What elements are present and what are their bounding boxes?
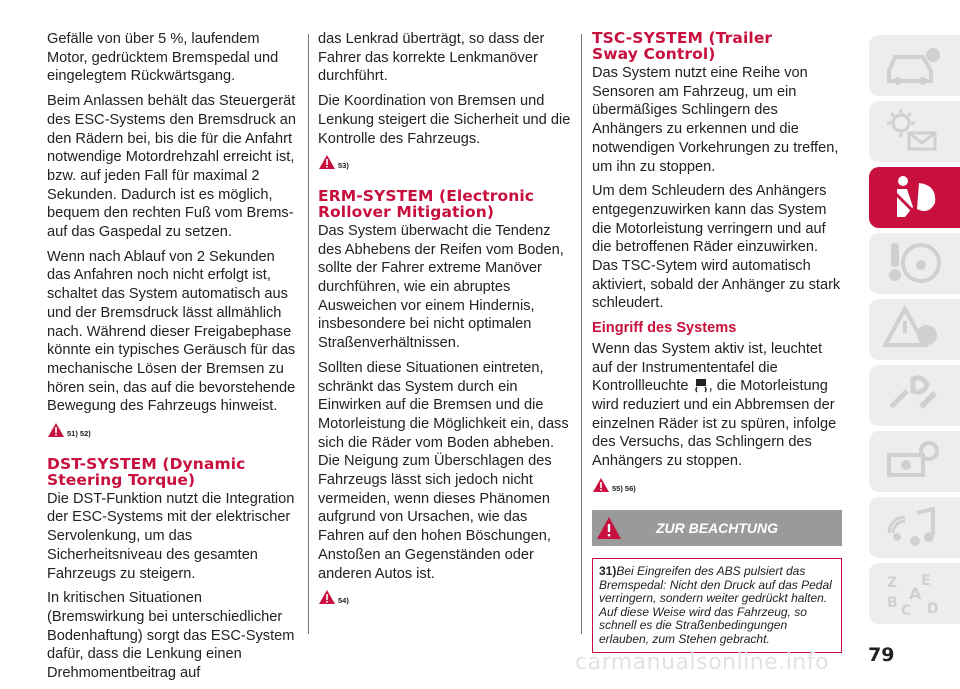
tab-car-info[interactable] (869, 35, 960, 96)
warning-reference (318, 589, 572, 611)
car-info-icon (883, 41, 943, 89)
column-divider (308, 34, 309, 634)
esc-warning-light-icon (693, 377, 709, 394)
paragraph: Das System überwacht die Tendenz des Abhebens der Reifen vom Boden, sollte der Fahrer extreme Manöver durchführen, wie ein abruptes Ausweichen vor einem Hindernis, insbesondere bei nicht optimalen Straßenverhältnissen. (318, 222, 564, 352)
paragraph: Die Koordination von Bremsen und Lenkung steigert die Sicherheit und die Kontrolle des Fahrzeugs. (318, 93, 571, 147)
svg-text:Z: Z (887, 575, 898, 591)
note-header (592, 510, 842, 546)
paragraph: Gefälle von über 5 %, laufendem Motor, gedrücktem Bremspedal und eingelegtem Rückwärtsgang. (47, 31, 279, 85)
watermark: carmanualsonline.info (575, 650, 829, 675)
warning-reference (592, 477, 842, 499)
warning-ref-text: 54) (338, 596, 349, 606)
paragraph: Wenn nach Ablauf von 2 Sekunden das Anfahren noch nicht erfolgt ist, schaltet das System automatisch aus und der Bremsdruck lässt allmählich nach. Während dieser Freigabephase könnte ein typisches Geräusch für das mechanische Lösen der Bremsen zu hören sein, das auf die bevorstehende Bewegung des Fahrzeugs hinweist. (47, 248, 296, 415)
tab-maintenance[interactable] (869, 365, 960, 426)
section-title-tsc: TSC-SYSTEM (Trailer Sway Control) (592, 29, 773, 63)
paragraph: Das System nutzt eine Reihe von Sensoren am Fahrzeug, um ein übermäßiges Schlingern des Anhängers zu erkennen und die notwendigen Vorkehrungen zu treffen, um ihn zu stoppen. (592, 65, 839, 175)
column-divider (581, 34, 582, 634)
warning-ref-text: 53) (338, 161, 349, 171)
multimedia-icon (883, 503, 943, 551)
starting-driving-icon (883, 239, 943, 287)
section-title-erm: ERM-SYSTEM (Electronic Rollover Mitigation) (318, 186, 535, 221)
warning-triangle-icon (318, 154, 336, 170)
column-3 (592, 30, 842, 653)
emergency-icon (883, 305, 943, 353)
column-1 (47, 30, 299, 689)
note-text: Bei Eingreifen des ABS pulsiert das Bremspedal: Nicht den Druck auf das Pedal verringern, sondern weiter gedrückt halten. Auf diese Weise wird das Fahrzeug, so schnell es die Straßenbedingungen erlauben, zum Stehen gebracht. (599, 564, 832, 646)
svg-text:B: B (887, 595, 898, 611)
paragraph: In kritischen Situationen (Bremswirkung bei unterschiedlicher Bodenhaftung) sorgt das ESC-System dafür, dass die Lenkung einen Drehmomentbeitrag auf (47, 590, 295, 682)
svg-text:D: D (927, 601, 939, 617)
page-number: 79 (868, 644, 895, 666)
paragraph: Die DST-Funktion nutzt die Integration der ESC-Systems mit der elektrischer Servolenkung, um das Sicherheitsniveau des gesamten Fahrzeugs zu steigern. (47, 490, 295, 582)
svg-text:C: C (901, 603, 912, 617)
warning-triangle-icon (596, 516, 622, 540)
paragraph: Beim Anlassen behält das Steuergerät des ESC-Systems den Bremsdruck an den Rädern bei, bis die für die Anfahrt notwendige Motordrehzahl erreicht ist, bzw. auf jeden Fall für maximal 2 Sekunden. Dadurch ist es möglich, bequem den rechten Fuß vom Brems- auf das Gaspedal zu setzen. (47, 93, 296, 241)
svg-text:E: E (921, 573, 931, 589)
warning-triangle-icon (592, 477, 610, 493)
warning-triangle-icon (47, 422, 65, 438)
tab-technical-data[interactable] (869, 431, 960, 492)
subsection-title: Eingriff des Systems (592, 320, 737, 337)
warning-triangle-icon (318, 589, 336, 605)
section-title-dst: DST-SYSTEM (Dynamic Steering Torque) (47, 454, 246, 489)
safety-airbag-icon (883, 173, 943, 221)
tab-starting-driving[interactable] (869, 233, 960, 294)
paragraph: Sollten diese Situationen eintreten, schränkt das System durch ein Einwirken auf die Bremsen und die Motorleistung die Möglichkeit ein, dass sich die Räder vom Boden abheben. Die Neigung zum Überschlagen des Fahrzeugs lässt sich jedoch nicht vermeiden, wenn dieses Phänomen aufgrund von Ursachen, wie das Fahren auf den hohen Böschungen, Anstoßen an Gegenständen oder anderen Autos ist. (318, 359, 569, 582)
tab-multimedia[interactable] (869, 497, 960, 558)
note-box (592, 558, 842, 652)
warning-ref-text: 55) 56) (612, 483, 636, 493)
maintenance-icon (883, 371, 943, 419)
tab-warning-lights[interactable] (869, 101, 960, 162)
warning-reference (47, 422, 299, 444)
note-number: 31) (599, 564, 617, 579)
note-header-label: ZUR BEACHTUNG (655, 520, 779, 537)
index-icon (883, 569, 943, 617)
tab-emergency[interactable] (869, 299, 960, 360)
svg-text:A: A (909, 584, 922, 603)
column-2 (318, 30, 572, 623)
warning-ref-text: 51) 52) (67, 429, 91, 439)
tab-safety[interactable] (869, 167, 960, 228)
paragraph: das Lenkrad überträgt, so dass der Fahrer das korrekte Lenkmanöver durchführt. (318, 31, 545, 85)
paragraph: Um dem Schleudern des Anhängers entgegenzuwirken kann das System die Motorleistung verringern und auf die betroffenen Räder einzuwirken. Das TSC-Sytem wird automatisch aktiviert, sobald der Anhänger zu stark schleudert. (592, 183, 841, 312)
warning-lights-icon (883, 107, 943, 155)
tab-index[interactable] (869, 563, 960, 624)
paragraph: Wenn das System aktiv ist, leuchtet auf der Instrumententafel die Kontrollleuchte , die Motorleistung wird reduziert und ein Abbremsen der einzelnen Räder ist zu spüren, infolge des Versuchs, das Schlingern des Anhängers zu stoppen. (592, 340, 837, 470)
technical-data-icon (883, 437, 943, 485)
warning-reference (318, 154, 572, 176)
